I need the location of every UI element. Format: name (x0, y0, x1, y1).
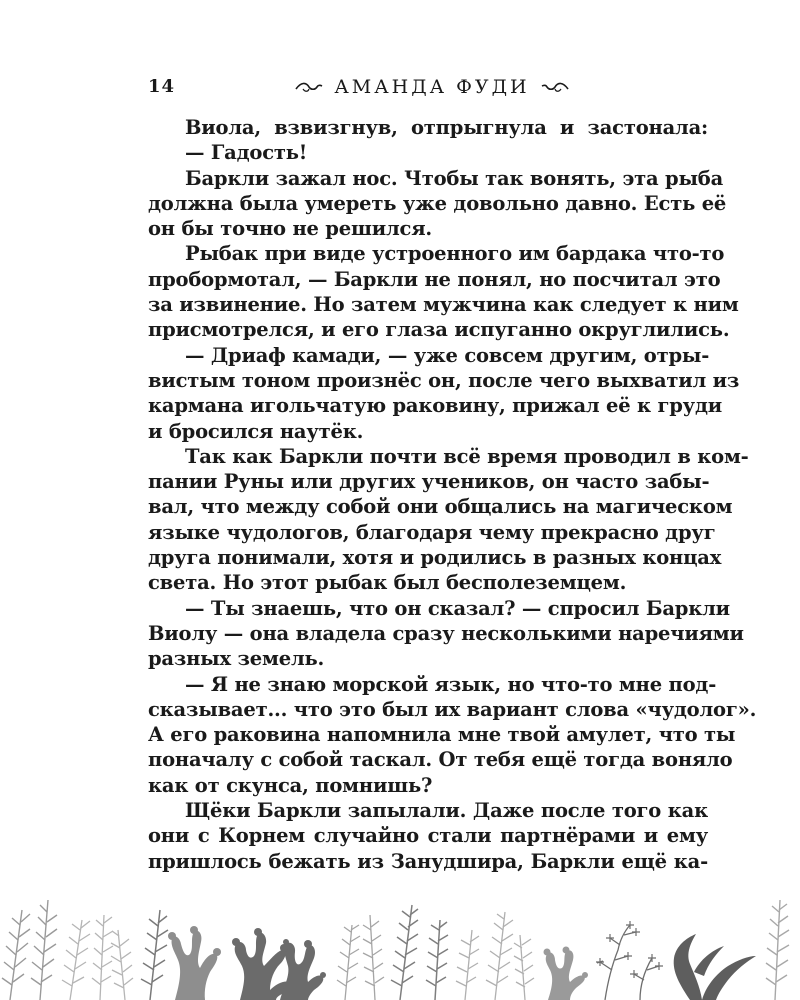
left-flourish-icon (294, 80, 324, 94)
text-line: присмотрелся, и его глаза испуганно округлились. (148, 318, 730, 342)
text-line: Виола, взвизгнув, отпрыгнула и застонала: (185, 116, 708, 139)
fern-left-2-icon (62, 915, 133, 1000)
starry-plant-icon (600, 925, 659, 1000)
text-line: света. Но этот рыбак был бесполеземцем. (148, 571, 627, 595)
text-line: они с Корнем случайно стали партнёрами и ему (148, 824, 708, 848)
text-line: кармана игольчатую раковину, прижал её к груди (148, 394, 723, 418)
text-line: вистым тоном произнёс он, после чего выхватил из (148, 368, 740, 392)
star-cluster-icon (596, 921, 663, 978)
text-line: языке чудологов, благодаря чему прекрасно друг (148, 520, 716, 544)
fern-middle-icon (337, 915, 384, 1000)
kelp-right-icon (674, 934, 756, 1000)
running-head (282, 72, 582, 102)
text-line: Баркли зажал нос. Чтобы так вонять, эта рыба (185, 166, 724, 190)
text-line: разных земель. (148, 647, 325, 671)
fern-middle-2-icon (391, 905, 448, 1000)
text-line: Рыбак при виде устроенного им бардака что-то (185, 242, 725, 266)
text-line: пании Руны или других учеников, он часто забы- (148, 470, 710, 494)
text-line: пробормотал, — Баркли не понял, но посчитал это (148, 267, 721, 291)
text-line: сказывает... что это был их вариант слова «чудолог». (148, 697, 757, 721)
text-line: друга понимали, хотя и родились в разных концах (148, 546, 722, 570)
seaweed-border-illustration (0, 890, 800, 1000)
running-title: АМАНДА ФУДИ (334, 76, 530, 98)
text-line: как от скунса, помнишь? (148, 773, 433, 797)
fern-left-3-icon (141, 910, 168, 1000)
text-line: — Дриаф камади, — уже совсем другим, отры- (185, 343, 710, 367)
text-line: пришлось бежать из Занудшира, Баркли ещё ка- (148, 849, 708, 873)
page-header (0, 72, 800, 102)
coral-center-icon (232, 928, 326, 1000)
text-line: — Гадость! (185, 141, 308, 165)
text-line: — Ты знаешь, что он сказал? — спросил Баркли (185, 596, 730, 620)
text-line: должна была умереть уже довольно давно. Есть её (148, 191, 727, 215)
coral-right-icon (544, 947, 589, 1000)
fern-left-icon (2, 900, 57, 1000)
text-line: вал, что между собой они общались на магическом (148, 495, 733, 519)
text-line: А его раковина напомнила мне твой амулет, что ты (148, 723, 736, 747)
body-text (148, 115, 757, 874)
text-line: Виолу — она владела сразу несколькими наречиями (148, 621, 744, 645)
text-line: он бы точно не решился. (148, 217, 432, 241)
text-line: за извинение. Но затем мужчина как следует к ним (148, 293, 739, 317)
coral-left-icon (168, 926, 221, 1000)
page-number: 14 (148, 76, 176, 97)
right-flourish-icon (540, 80, 570, 94)
fern-right-icon (766, 900, 789, 1000)
text-line: Так как Баркли почти всё время проводил в ком- (185, 444, 749, 468)
text-line: Щёки Баркли запылали. Даже после того как (185, 799, 708, 823)
text-line: — Я не знаю морской язык, но что-то мне под- (185, 672, 717, 696)
text-line: и бросился наутёк. (148, 419, 364, 443)
fern-middle-3-icon (456, 912, 534, 1000)
text-line: поначалу с собой таскал. От тебя ещё тогда воняло (148, 748, 733, 772)
